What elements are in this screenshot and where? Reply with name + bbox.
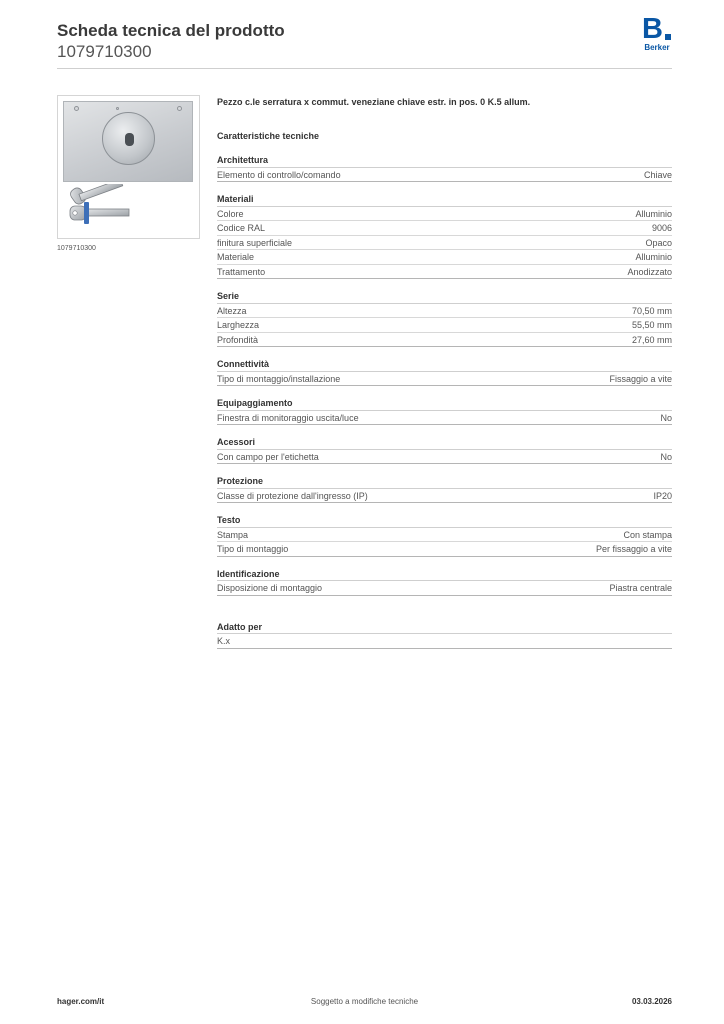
spec-label: K.x	[217, 636, 231, 646]
spec-row	[217, 450, 672, 465]
spec-value: Per fissaggio a vite	[595, 544, 672, 554]
spec-value: 9006	[651, 223, 672, 233]
group-title: Serie	[217, 289, 672, 304]
spec-row	[217, 489, 672, 504]
page-title: Scheda tecnica del prodotto	[57, 21, 285, 40]
section-heading: Caratteristiche tecniche	[217, 131, 320, 141]
header-divider	[57, 68, 672, 69]
spec-row	[217, 528, 672, 543]
spec-label: Codice RAL	[217, 223, 266, 233]
spec-label: Colore	[217, 208, 244, 219]
spec-label: Classe di protezione dall'ingresso (IP)	[217, 490, 368, 501]
spec-label: Larghezza	[217, 320, 260, 330]
spec-value: IP20	[653, 490, 672, 501]
spec-value: Fissaggio a vite	[609, 373, 672, 384]
spec-label: Finestra di monitoraggio uscita/luce	[217, 412, 359, 423]
spec-group	[217, 513, 672, 557]
spec-group-adatto	[217, 620, 672, 649]
spec-group	[217, 435, 672, 464]
header	[57, 20, 285, 62]
spec-value: Con stampa	[623, 529, 672, 540]
spec-value: 55,50 mm	[631, 320, 672, 330]
image-caption: 1079710300	[57, 245, 96, 252]
group-title: Protezione	[217, 474, 672, 489]
keys-icon	[66, 184, 136, 234]
spec-row	[217, 372, 672, 387]
spec-value: 70,50 mm	[631, 305, 672, 316]
footer-date: 03.03.2026	[631, 997, 672, 1006]
spec-row	[217, 581, 672, 596]
spec-group	[217, 357, 672, 386]
spec-value: Alluminio	[635, 208, 672, 219]
spec-row	[217, 318, 672, 333]
spec-label: finitura superficiale	[217, 237, 293, 248]
screw-icon	[116, 107, 119, 110]
spec-row	[217, 542, 672, 557]
logo-dot	[665, 34, 671, 40]
group-title: Identificazione	[217, 567, 672, 582]
spec-group	[217, 474, 672, 503]
screw-icon	[74, 106, 79, 111]
group-title: Materiali	[217, 192, 672, 207]
spec-group	[217, 289, 672, 347]
spec-row	[217, 411, 672, 426]
spec-value: No	[660, 451, 672, 462]
spec-sheet	[217, 95, 672, 649]
spec-value: 27,60 mm	[631, 334, 672, 345]
screw-icon	[177, 106, 182, 111]
spec-row	[217, 236, 672, 251]
berker-logo	[640, 13, 674, 53]
group-title: Acessori	[217, 435, 672, 450]
group-title: Adatto per	[217, 620, 672, 635]
spec-label: Disposizione di montaggio	[217, 583, 323, 593]
spec-row	[217, 168, 672, 183]
group-title: Equipaggiamento	[217, 396, 672, 411]
logo-mark	[642, 13, 672, 45]
cover-plate	[63, 101, 193, 182]
group-title: Architettura	[217, 153, 672, 168]
spec-row	[217, 207, 672, 222]
key-switch-knob	[102, 112, 155, 165]
spec-label: Materiale	[217, 252, 255, 262]
logo-word: Berker	[644, 43, 670, 52]
spec-label: Stampa	[217, 529, 249, 540]
spec-group	[217, 153, 672, 182]
group-title: Connettività	[217, 357, 672, 372]
spec-label: Altezza	[217, 305, 247, 316]
spec-value: Chiave	[643, 169, 672, 180]
spec-value: Piastra centrale	[609, 583, 672, 593]
product-code: 1079710300	[57, 42, 152, 61]
spec-label: Elemento di controllo/comando	[217, 169, 341, 180]
group-title: Testo	[217, 513, 672, 528]
spec-value: Opaco	[645, 237, 672, 248]
spec-value: No	[660, 412, 672, 423]
spec-group	[217, 567, 672, 596]
spec-groups	[217, 153, 672, 596]
spec-row	[217, 333, 672, 348]
spec-row	[217, 304, 672, 319]
spec-row	[217, 221, 672, 236]
spec-label: Con campo per l'etichetta	[217, 451, 319, 462]
product-description: Pezzo c.le serratura x commut. veneziane chiave estr. in pos. 0 K.5 allum.	[217, 97, 531, 107]
keyhole-icon	[125, 133, 134, 146]
spec-label: Tipo di montaggio/installazione	[217, 373, 341, 384]
spec-label: Trattamento	[217, 266, 266, 277]
spec-value: Alluminio	[635, 252, 672, 262]
spec-label: Profondità	[217, 334, 259, 345]
spec-group	[217, 396, 672, 425]
spec-row	[217, 265, 672, 280]
spec-row	[217, 634, 672, 649]
spec-label: Tipo di montaggio	[217, 544, 289, 554]
spec-value: Anodizzato	[627, 266, 672, 277]
spec-group	[217, 192, 672, 279]
product-image	[57, 95, 200, 239]
footer-website[interactable]: hager.com/it	[57, 997, 105, 1006]
footer-note: Soggetto a modifiche tecniche	[310, 997, 419, 1006]
logo-letter: B	[642, 13, 663, 45]
spec-row	[217, 250, 672, 265]
